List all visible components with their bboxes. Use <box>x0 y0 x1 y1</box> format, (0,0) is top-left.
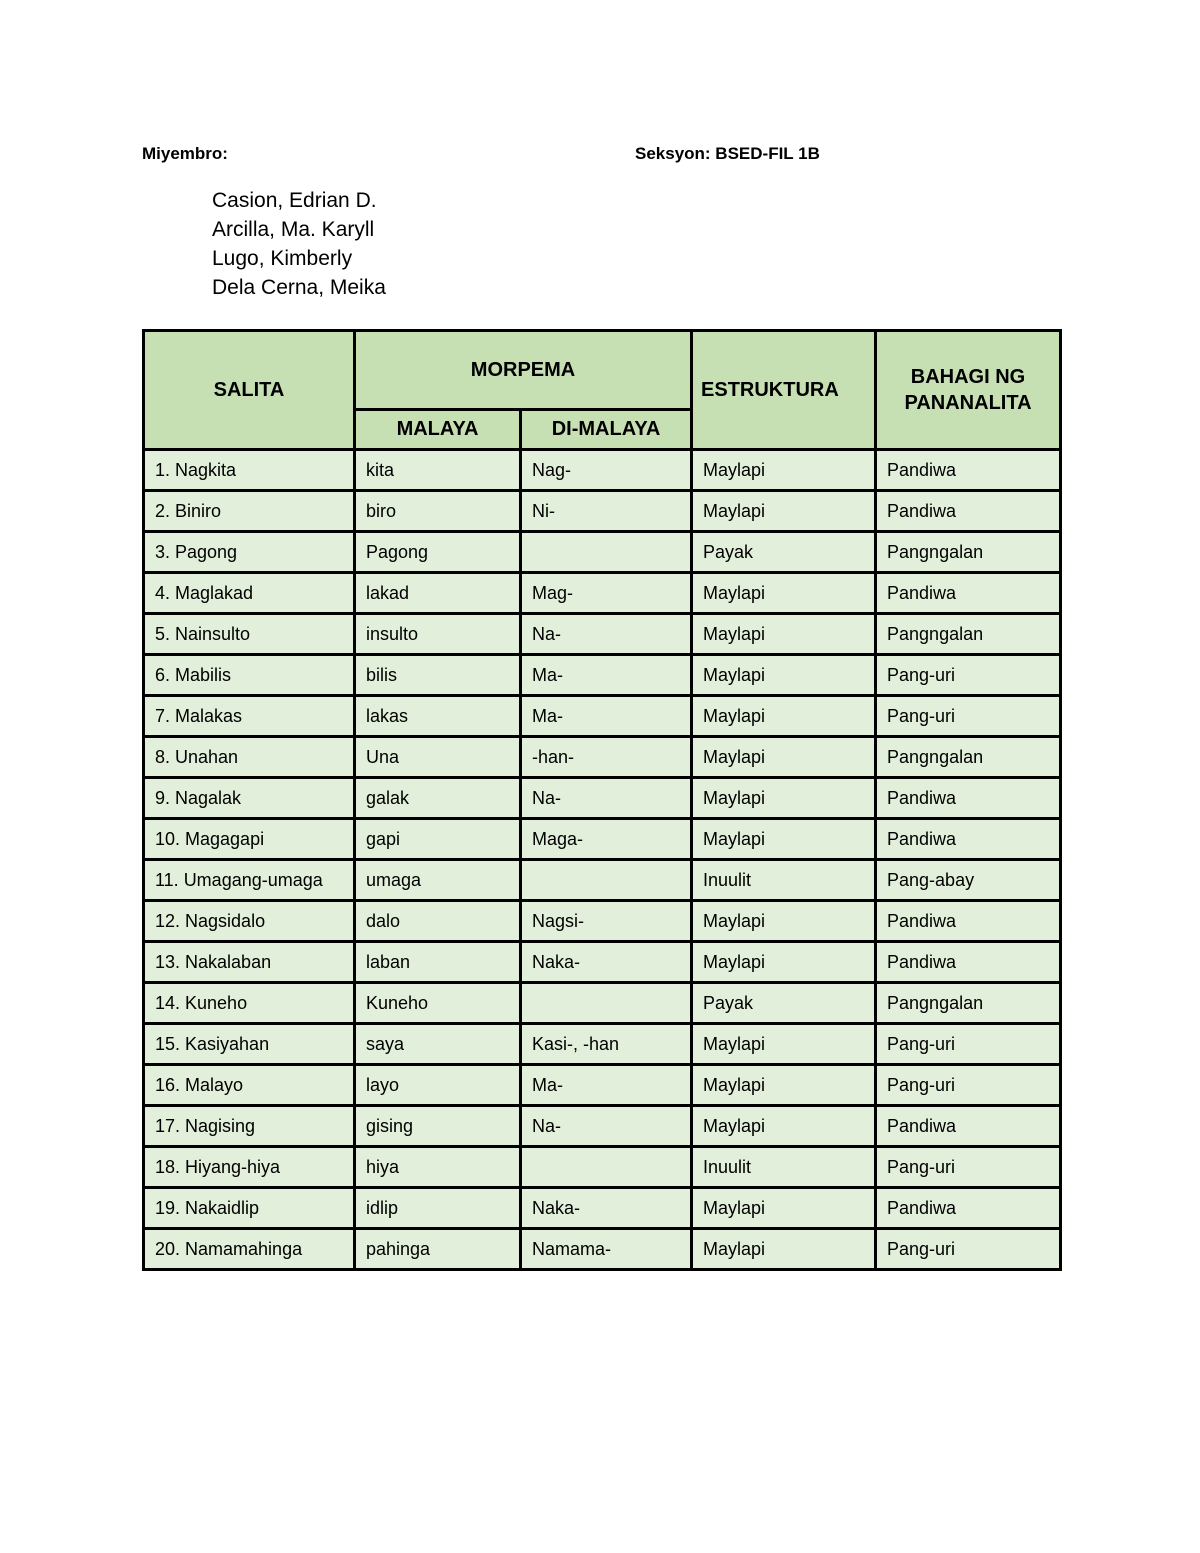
table-row <box>144 491 1061 532</box>
cell-bahagi: Pandiwa <box>876 1188 1061 1229</box>
cell-di-malaya: Naka- <box>521 1188 692 1229</box>
member-list <box>212 186 386 302</box>
cell-estruktura: Maylapi <box>692 737 876 778</box>
cell-di-malaya: -han- <box>521 737 692 778</box>
cell-di-malaya: Mag- <box>521 573 692 614</box>
cell-salita: 18. Hiyang-hiya <box>144 1147 355 1188</box>
cell-bahagi: Pandiwa <box>876 573 1061 614</box>
cell-salita: 16. Malayo <box>144 1065 355 1106</box>
header-bahagi-line1: BAHAGI NG <box>910 366 1026 388</box>
cell-malaya: Pagong <box>355 532 521 573</box>
cell-di-malaya: Na- <box>521 1106 692 1147</box>
cell-estruktura: Maylapi <box>692 1024 876 1065</box>
cell-malaya: layo <box>355 1065 521 1106</box>
member-name: Lugo, Kimberly <box>212 247 353 270</box>
header-salita: SALITA <box>144 331 355 450</box>
cell-malaya: kita <box>355 450 521 491</box>
miyembro-label: Miyembro: <box>142 144 228 163</box>
cell-di-malaya: Na- <box>521 614 692 655</box>
cell-malaya: galak <box>355 778 521 819</box>
cell-salita: 4. Maglakad <box>144 573 355 614</box>
cell-malaya: gising <box>355 1106 521 1147</box>
table-row <box>144 614 1061 655</box>
cell-bahagi: Pandiwa <box>876 450 1061 491</box>
cell-malaya: lakas <box>355 696 521 737</box>
table-row <box>144 1147 1061 1188</box>
table-row <box>144 942 1061 983</box>
table-row <box>144 819 1061 860</box>
header-estruktura: ESTRUKTURA <box>692 331 876 450</box>
header-di-malaya: DI-MALAYA <box>521 410 692 450</box>
cell-malaya: insulto <box>355 614 521 655</box>
cell-salita: 6. Mabilis <box>144 655 355 696</box>
cell-estruktura: Maylapi <box>692 1188 876 1229</box>
cell-bahagi: Pandiwa <box>876 819 1061 860</box>
cell-malaya: idlip <box>355 1188 521 1229</box>
cell-salita: 14. Kuneho <box>144 983 355 1024</box>
cell-bahagi: Pangngalan <box>876 614 1061 655</box>
cell-estruktura: Maylapi <box>692 1065 876 1106</box>
table-row <box>144 573 1061 614</box>
header-bahagi-ng-pananalita <box>876 331 1061 450</box>
cell-estruktura: Maylapi <box>692 491 876 532</box>
cell-estruktura: Inuulit <box>692 1147 876 1188</box>
cell-salita: 17. Nagising <box>144 1106 355 1147</box>
cell-malaya: hiya <box>355 1147 521 1188</box>
cell-bahagi: Pang-uri <box>876 1024 1061 1065</box>
cell-estruktura: Maylapi <box>692 573 876 614</box>
cell-estruktura: Maylapi <box>692 1229 876 1270</box>
cell-di-malaya: Ni- <box>521 491 692 532</box>
cell-di-malaya: Naka- <box>521 942 692 983</box>
cell-salita: 11. Umagang-umaga <box>144 860 355 901</box>
cell-bahagi: Pang-uri <box>876 1229 1061 1270</box>
cell-estruktura: Inuulit <box>692 860 876 901</box>
cell-estruktura: Maylapi <box>692 1106 876 1147</box>
cell-salita: 20. Namamahinga <box>144 1229 355 1270</box>
cell-estruktura: Maylapi <box>692 778 876 819</box>
cell-salita: 1. Nagkita <box>144 450 355 491</box>
cell-salita: 19. Nakaidlip <box>144 1188 355 1229</box>
cell-di-malaya: Na- <box>521 778 692 819</box>
cell-bahagi: Pangngalan <box>876 532 1061 573</box>
cell-di-malaya: Kasi-, -han <box>521 1024 692 1065</box>
cell-estruktura: Maylapi <box>692 696 876 737</box>
cell-malaya: Kuneho <box>355 983 521 1024</box>
cell-bahagi: Pandiwa <box>876 778 1061 819</box>
table-row <box>144 1065 1061 1106</box>
seksyon-label: Seksyon: BSED-FIL 1B <box>635 144 820 163</box>
cell-salita: 15. Kasiyahan <box>144 1024 355 1065</box>
cell-salita: 10. Magagapi <box>144 819 355 860</box>
cell-estruktura: Maylapi <box>692 450 876 491</box>
cell-di-malaya: Maga- <box>521 819 692 860</box>
cell-bahagi: Pangngalan <box>876 737 1061 778</box>
cell-bahagi: Pandiwa <box>876 1106 1061 1147</box>
table-row <box>144 655 1061 696</box>
cell-salita: 8. Unahan <box>144 737 355 778</box>
table-body <box>144 450 1061 1270</box>
member-name: Arcilla, Ma. Karyll <box>212 218 375 241</box>
member-name: Dela Cerna, Meika <box>212 276 386 299</box>
cell-di-malaya: Nag- <box>521 450 692 491</box>
cell-malaya: lakad <box>355 573 521 614</box>
cell-di-malaya: Nagsi- <box>521 901 692 942</box>
cell-malaya: saya <box>355 1024 521 1065</box>
cell-malaya: biro <box>355 491 521 532</box>
cell-salita: 2. Biniro <box>144 491 355 532</box>
cell-salita: 12. Nagsidalo <box>144 901 355 942</box>
table-row <box>144 1188 1061 1229</box>
table-row <box>144 737 1061 778</box>
cell-di-malaya: Ma- <box>521 696 692 737</box>
cell-estruktura: Maylapi <box>692 901 876 942</box>
cell-estruktura: Maylapi <box>692 819 876 860</box>
morpheme-table <box>142 329 1062 1271</box>
cell-bahagi: Pangngalan <box>876 983 1061 1024</box>
cell-di-malaya: Namama- <box>521 1229 692 1270</box>
table-row <box>144 1229 1061 1270</box>
cell-malaya: bilis <box>355 655 521 696</box>
table-row <box>144 778 1061 819</box>
cell-estruktura: Maylapi <box>692 942 876 983</box>
header-bahagi-line2: PANANALITA <box>904 392 1032 414</box>
cell-di-malaya <box>521 983 692 1024</box>
cell-di-malaya <box>521 532 692 573</box>
cell-salita: 7. Malakas <box>144 696 355 737</box>
cell-bahagi: Pandiwa <box>876 942 1061 983</box>
cell-malaya: gapi <box>355 819 521 860</box>
cell-estruktura: Maylapi <box>692 614 876 655</box>
cell-bahagi: Pang-abay <box>876 860 1061 901</box>
cell-di-malaya <box>521 860 692 901</box>
table-row <box>144 860 1061 901</box>
table-row <box>144 1024 1061 1065</box>
cell-malaya: pahinga <box>355 1229 521 1270</box>
table-row <box>144 450 1061 491</box>
table-row <box>144 901 1061 942</box>
cell-malaya: laban <box>355 942 521 983</box>
member-name: Casion, Edrian D. <box>212 189 377 212</box>
cell-malaya: Una <box>355 737 521 778</box>
cell-bahagi: Pandiwa <box>876 901 1061 942</box>
cell-salita: 3. Pagong <box>144 532 355 573</box>
header-malaya: MALAYA <box>355 410 521 450</box>
cell-salita: 13. Nakalaban <box>144 942 355 983</box>
cell-salita: 5. Nainsulto <box>144 614 355 655</box>
cell-malaya: dalo <box>355 901 521 942</box>
cell-bahagi: Pang-uri <box>876 655 1061 696</box>
cell-estruktura: Payak <box>692 532 876 573</box>
cell-bahagi: Pang-uri <box>876 1147 1061 1188</box>
cell-salita: 9. Nagalak <box>144 778 355 819</box>
cell-estruktura: Payak <box>692 983 876 1024</box>
table-row <box>144 696 1061 737</box>
header-morpema: MORPEMA <box>355 331 692 410</box>
cell-estruktura: Maylapi <box>692 655 876 696</box>
cell-bahagi: Pandiwa <box>876 491 1061 532</box>
cell-di-malaya: Ma- <box>521 1065 692 1106</box>
table-row <box>144 983 1061 1024</box>
table-row <box>144 1106 1061 1147</box>
table-row <box>144 532 1061 573</box>
cell-di-malaya: Ma- <box>521 655 692 696</box>
cell-malaya: umaga <box>355 860 521 901</box>
cell-di-malaya <box>521 1147 692 1188</box>
cell-bahagi: Pang-uri <box>876 696 1061 737</box>
cell-bahagi: Pang-uri <box>876 1065 1061 1106</box>
